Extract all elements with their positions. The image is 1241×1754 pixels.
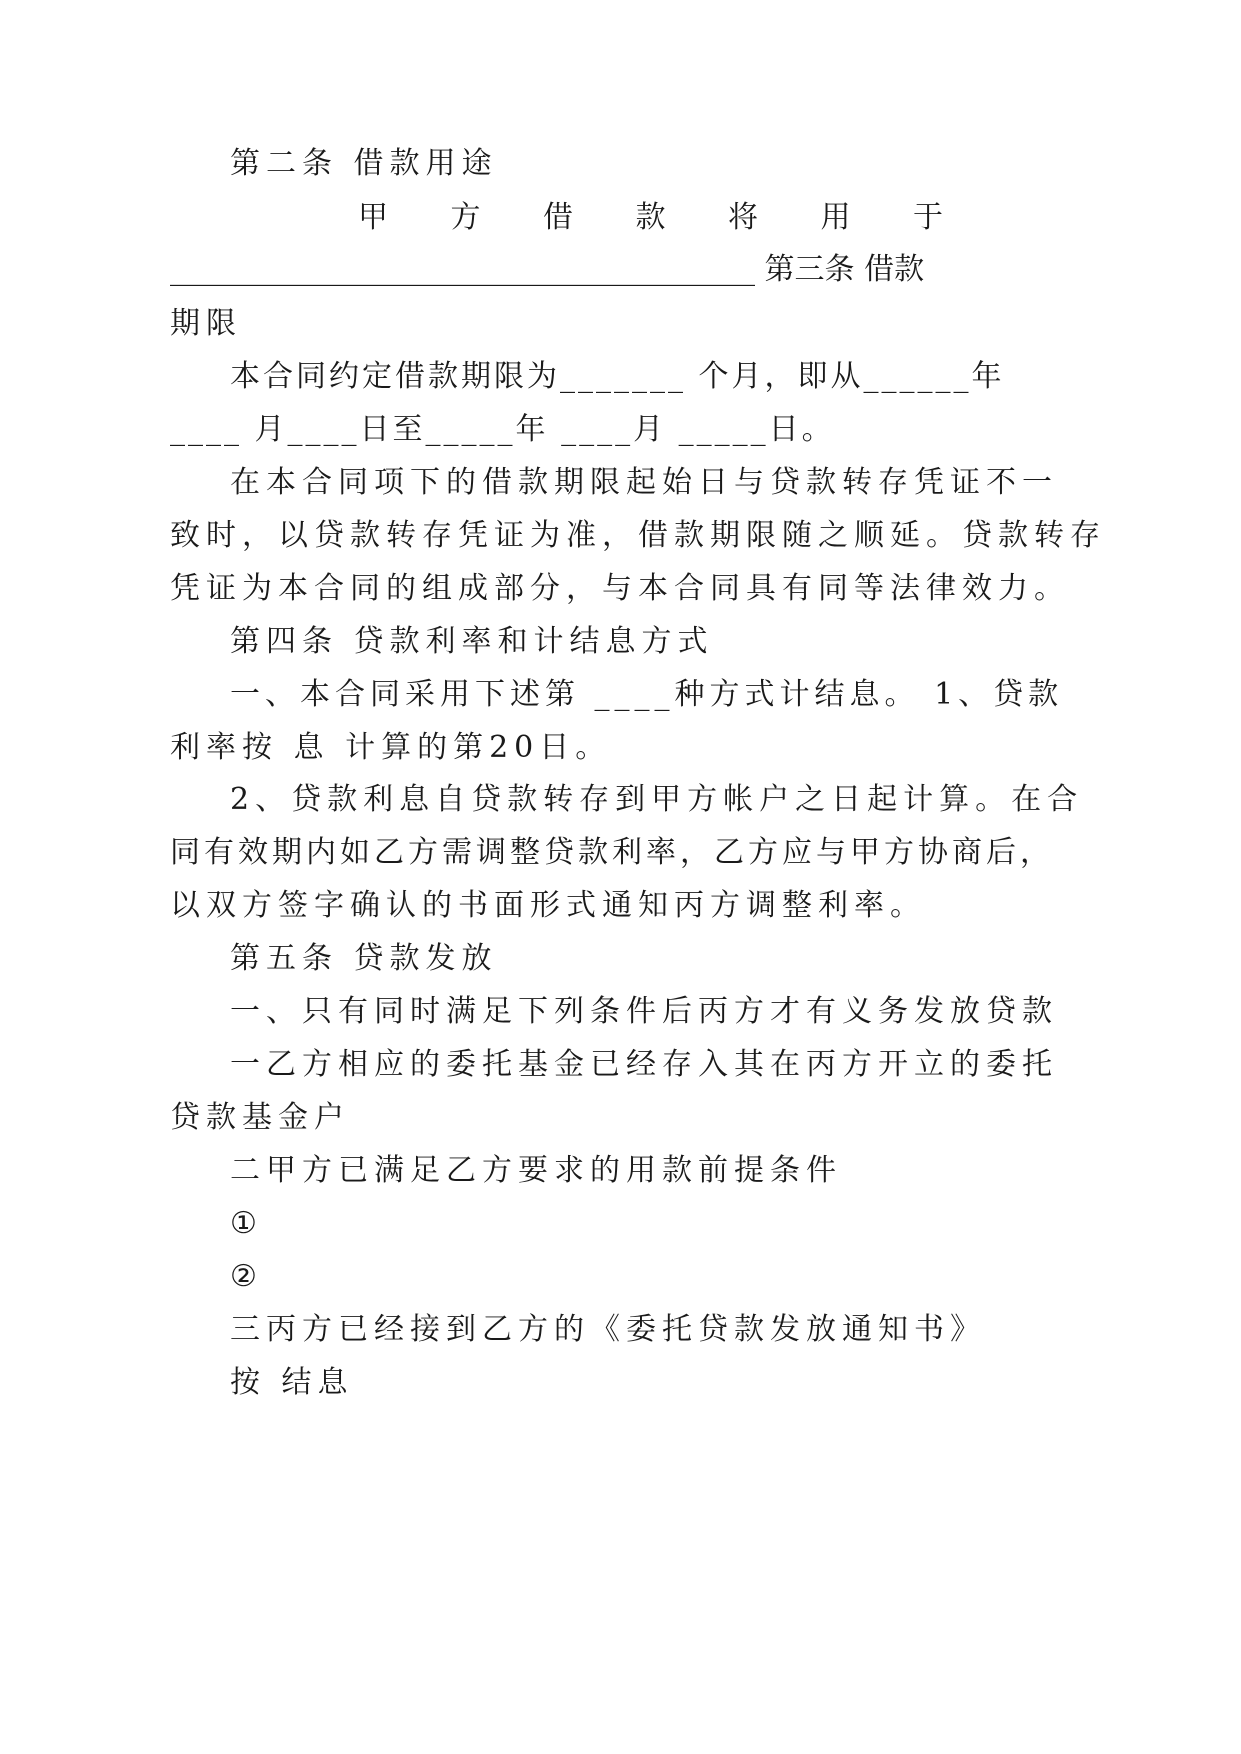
paragraph-line: 二甲方已满足乙方要求的用款前提条件	[230, 1153, 842, 1188]
list-marker-2: ②	[230, 1259, 263, 1294]
spread-char: 用	[820, 200, 851, 235]
article-4-heading: 第四条 贷款利率和计结息方式	[230, 624, 714, 659]
paragraph-line: 一、只有同时满足下列条件后丙方才有义务发放贷款	[230, 994, 1058, 1029]
paragraph-line: 按 结息	[230, 1365, 354, 1400]
article-2-heading: 第二条 借款用途	[230, 146, 498, 181]
paragraph-line: 三丙方已经接到乙方的《委托贷款发放通知书》	[230, 1312, 986, 1347]
article-5-heading: 第五条 贷款发放	[230, 941, 498, 976]
spread-char: 借	[543, 200, 573, 235]
spread-char: 方	[450, 200, 481, 235]
list-marker-1: ①	[230, 1206, 263, 1241]
paragraph-line: 一、本合同采用下述第 ____种方式计结息。 1、贷款	[230, 677, 1064, 712]
paragraph-line: 同有效期内如乙方需调整贷款利率，乙方应与甲方协商后，	[170, 835, 1054, 870]
paragraph-line: 一乙方相应的委托基金已经存入其在丙方开立的委托	[230, 1047, 1058, 1082]
loan-term-line-1: 本合同约定借款期限为_______ 个月，即从______年	[230, 359, 1005, 394]
paragraph-line: 2、贷款利息自贷款转存到甲方帐户之日起计算。在合	[230, 782, 1084, 817]
paragraph-line: 致时，以贷款转存凭证为准，借款期限随之顺延。贷款转存	[170, 518, 1106, 553]
spread-char: 将	[728, 200, 758, 235]
purpose-blank-and-article-3: _______________________________________ 第三条 借款	[170, 252, 925, 287]
paragraph-line: 利率按 息 计算的第20日。	[170, 730, 612, 765]
paragraph-line: 贷款基金户	[170, 1100, 350, 1135]
paragraph-line: 以双方签字确认的书面形式通知丙方调整利率。	[170, 888, 926, 923]
article-3-heading-cont: 期限	[170, 306, 242, 341]
paragraph-line: 凭证为本合同的组成部分，与本合同具有同等法律效力。	[170, 571, 1070, 606]
loan-purpose-line	[358, 196, 943, 240]
loan-term-line-2: ____ 月____日至_____年 ____月 _____日。	[170, 412, 835, 447]
spread-char: 款	[635, 200, 666, 235]
paragraph-line: 在本合同项下的借款期限起始日与贷款转存凭证不一	[230, 465, 1058, 500]
spread-char: 于	[913, 200, 943, 235]
spread-char: 甲	[358, 200, 388, 235]
